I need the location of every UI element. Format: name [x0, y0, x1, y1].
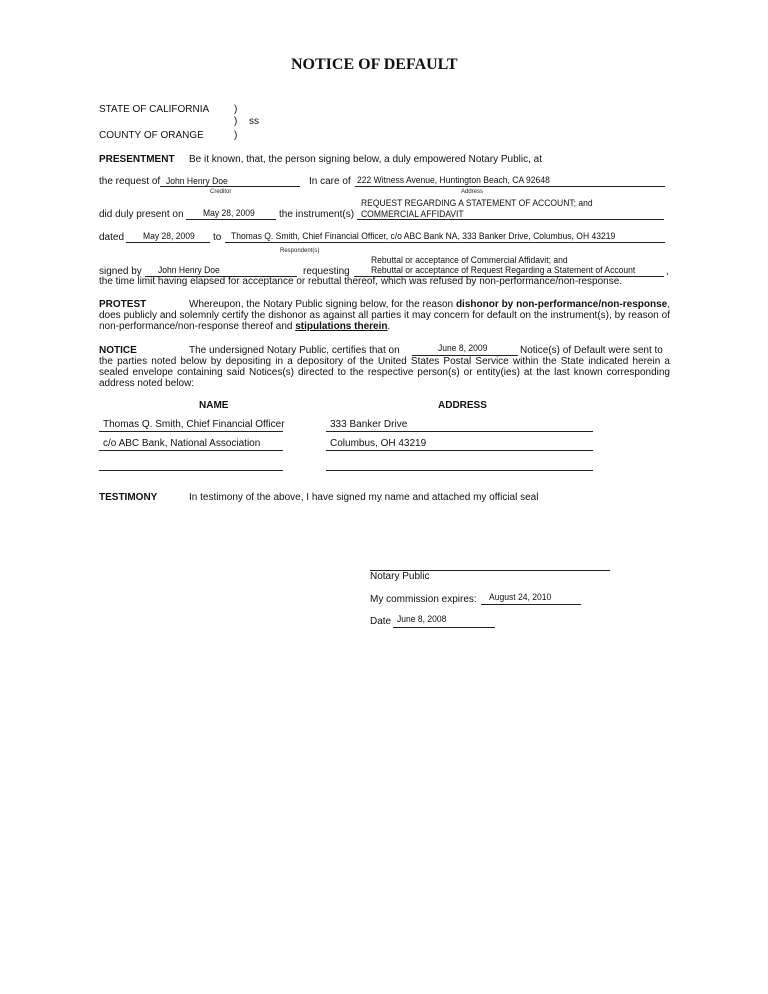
recipient-address: 333 Banker Drive — [330, 419, 408, 430]
protest-paragraph — [99, 299, 670, 333]
request-label: the request of — [99, 176, 161, 187]
to-label: to — [213, 232, 222, 243]
recipient-name-underline — [99, 431, 283, 432]
testimony-text: In testimony of the above, I have signed my name and attached my official seal — [189, 492, 539, 503]
county-label: COUNTY OF ORANGE — [99, 130, 204, 141]
instrument-line2: COMMERCIAL AFFIDAVIT — [361, 209, 464, 220]
present-label: did duly present on — [99, 209, 184, 220]
time-limit-text: the time limit having elapsed for acceptance or rebuttal thereof, which was refused by non-performance/non-response. — [99, 276, 623, 287]
recipient-name: c/o ABC Bank, National Association — [103, 438, 261, 449]
protest-heading: PROTEST — [99, 299, 147, 310]
commission-value: August 24, 2010 — [489, 592, 552, 603]
dated-value: May 28, 2009 — [143, 231, 195, 242]
ss-label: ss — [249, 116, 259, 127]
rebuttal-line2: Rebuttal or acceptance of Request Regarding a Statement of Account — [371, 265, 636, 276]
notice-text-a: The undersigned Notary Public, certifies that on — [189, 345, 400, 356]
recipient-address-underline — [326, 431, 593, 432]
dated-underline — [126, 242, 210, 243]
protest-bold-stipulations: stipulations therein — [295, 321, 388, 333]
name-header: NAME — [199, 400, 229, 411]
recipient-address: Columbus, OH 43219 — [330, 438, 427, 449]
recipient-address-underline — [326, 450, 593, 451]
recipient-address-underline — [326, 470, 593, 471]
creditor-caption: Creditor — [210, 189, 232, 195]
address-value: 222 Witness Avenue, Huntington Beach, CA 92648 — [357, 175, 550, 186]
recipient-name-underline — [99, 470, 283, 471]
requesting-label: requesting — [303, 266, 350, 277]
recipient-name-underline — [99, 450, 283, 451]
respondent-caption: Respondent(s) — [280, 248, 320, 254]
notice-heading: NOTICE — [99, 345, 137, 356]
signed-label: signed by — [99, 266, 142, 277]
protest-text: . — [387, 321, 391, 333]
notary-label: Notary Public — [370, 571, 430, 582]
in-care-label: In care of — [309, 176, 351, 187]
venue-paren: ) — [234, 130, 238, 141]
address-caption: Address — [461, 189, 484, 195]
respondent-value: Thomas Q. Smith, Chief Financial Officer, c/o ABC Bank NA, 333 Banker Drive, Columbus, OH 43219 — [231, 231, 616, 242]
presentment-heading: PRESENTMENT — [99, 154, 175, 165]
instrument-line1: REQUEST REGARDING A STATEMENT OF ACCOUNT; and — [361, 198, 593, 209]
signature-date-underline — [393, 627, 495, 628]
venue-paren: ) — [234, 104, 238, 115]
address-header: ADDRESS — [438, 400, 487, 411]
protest-bold-reason: dishonor by non-performance/non-response — [455, 299, 668, 310]
notice-text-b: Notice(s) of Default were sent to — [520, 345, 663, 356]
page-title: NOTICE OF DEFAULT — [291, 56, 458, 73]
protest-text: , does publicly and solemnly certify the dishonor as against all parties it may concern for default on the instrument(s), by reason of non-performance/non-response thereof and — [99, 299, 670, 333]
rebuttal-line1: Rebuttal or acceptance of Commercial Affidavit; and — [371, 255, 568, 266]
instrument-label: the instrument(s) — [279, 209, 355, 220]
signed-value: John Henry Doe — [158, 265, 220, 276]
creditor-value: John Henry Doe — [166, 176, 228, 187]
present-date-value: May 28, 2009 — [203, 208, 255, 219]
notice-date-value: June 8, 2009 — [438, 343, 488, 354]
commission-underline — [481, 604, 581, 605]
state-label: STATE OF CALIFORNIA — [99, 104, 210, 115]
venue-paren: ) — [234, 116, 238, 127]
protest-text: Whereupon, the Notary Public signing below, for the reason — [189, 299, 456, 310]
address-underline — [355, 186, 665, 187]
signature-date-value: June 8, 2008 — [397, 614, 447, 625]
comma: , — [666, 266, 669, 277]
present-date-underline — [186, 219, 276, 220]
presentment-intro: Be it known, that, the person signing below, a duly empowered Notary Public, at — [189, 154, 542, 165]
respondent-underline — [225, 242, 665, 243]
recipient-name: Thomas Q. Smith, Chief Financial Officer — [103, 419, 285, 430]
dated-label: dated — [99, 232, 125, 243]
commission-label: My commission expires: — [370, 594, 477, 605]
notice-body: the parties noted below by depositing in a depository of the United States Postal Service within the State indicated herein a sealed envelope containing said Notices(s) directed to the respective person(s) or entity(ies) at the last known corresponding address noted below: — [99, 356, 670, 390]
testimony-heading: TESTIMONY — [99, 492, 158, 503]
date-label: Date — [370, 616, 392, 627]
